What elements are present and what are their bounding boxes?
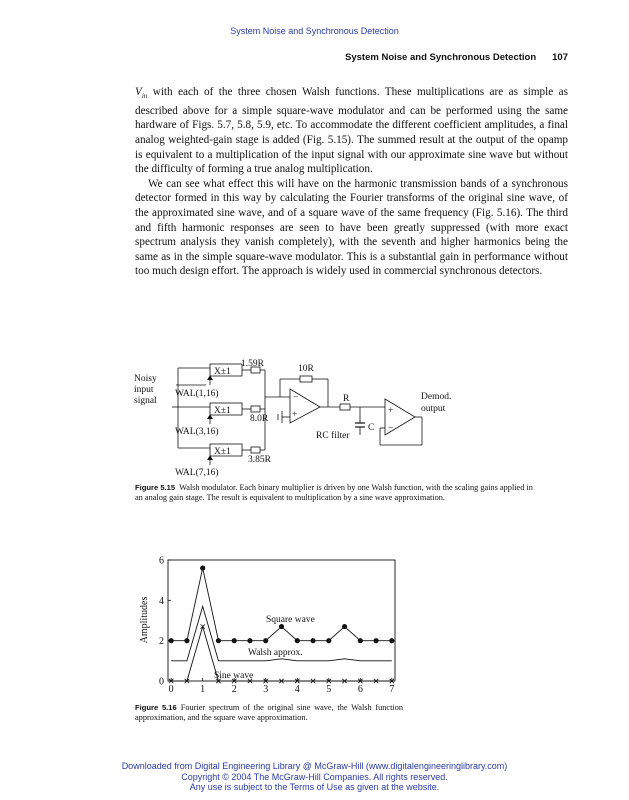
multiplier-label-1: X±1 xyxy=(214,367,231,377)
footer-line-1: Downloaded from Digital Engineering Library @ McGraw-Hill (www.digitalengineeringlibrary.com) xyxy=(121,761,508,771)
feedback-label: 10R xyxy=(298,364,314,374)
paragraph-2: We can see what effect this will have on the harmonic transmission bands of a synchronous detector formed in this way by calculating the Fourier transforms of the original sine wave, of the approximated sine wave, and of a square wave of the same frequency (Fig. 5.16). The third and fifth harmonic responses are seen to have been greatly suppressed (with more exact spectrum analysis they vanish completely), with the seventh and higher harmonics being the same as in the simple square-wave modulator. This is a substantial gain in performance without too much design effort. The approach is widely used in commercial synchronous detectors. xyxy=(135,177,568,278)
output-label-line-1: Demod. xyxy=(421,392,452,402)
fourier-spectrum-chart xyxy=(130,553,410,698)
y-tick-label: 4 xyxy=(159,595,164,607)
x-tick-label: 2 xyxy=(231,684,237,695)
figure-5-16-caption xyxy=(135,703,403,724)
figure-5-16-label: Figure 5.16 xyxy=(135,703,177,712)
buffer-plus-sign: + xyxy=(388,406,394,416)
annotation-sine-wave: Sine wave xyxy=(214,671,254,681)
opamp-minus-sign: − xyxy=(293,393,299,403)
resistor-3-85r xyxy=(251,447,260,453)
resistor-label-3-85r: 3.85R xyxy=(248,455,271,465)
figure-5-15-caption-text: Walsh modulator. Each binary multiplier is driven by one Walsh function, with the scaling gains applied in an analog gain stage. The result is equivalent to multiplication by a sine wave approximation. xyxy=(135,483,533,503)
paragraph-1: $V_{in}$ with each of the three chosen Walsh functions. These multiplications are as simple as described above for a simple square-wave modulator and can be performed using the same hardware of Figs. 5.7, 5.8, 5.9, etc. To accommodate the different coefficient amplitudes, a final analog weighted-gain stage is added (Fig. 5.15). The summed result at the output of the opamp is equivalent to a multiplication of the input signal with our approximate sine wave but without the difficulty of forming a true analog multiplication. xyxy=(135,86,568,176)
annotation-walsh-approx: Walsh approx. xyxy=(248,648,303,658)
feedback-resistor xyxy=(300,376,312,382)
square-wave-point xyxy=(358,638,363,643)
body-text xyxy=(135,85,568,279)
opamp-plus-sign: + xyxy=(292,410,298,420)
rc-filter-label: RC filter xyxy=(316,431,350,441)
figure-5-15-label: Figure 5.15 xyxy=(135,483,176,492)
square-wave-point xyxy=(184,638,189,643)
square-wave-point xyxy=(389,638,394,643)
y-tick-label: 6 xyxy=(159,555,164,567)
input-label-line-3: signal xyxy=(134,396,157,406)
x-tick-label: 1 xyxy=(200,684,206,695)
y-tick-label: 2 xyxy=(159,636,164,648)
footer xyxy=(0,761,629,793)
figure-5-15-caption xyxy=(135,483,535,504)
output-label-line-2: output xyxy=(421,404,446,414)
square-wave-point xyxy=(326,638,331,643)
square-wave-point xyxy=(373,638,378,643)
top-banner: System Noise and Synchronous Detection xyxy=(230,26,399,36)
buffer-minus-sign: − xyxy=(388,424,394,434)
square-wave-point xyxy=(200,565,205,570)
walsh-modulator-diagram xyxy=(130,355,460,480)
filter-resistor xyxy=(340,404,350,410)
walsh-label-3: WAL(3,16) xyxy=(175,427,219,437)
multiplier-label-7: X±1 xyxy=(214,447,231,457)
vin-symbol: $V_{in}$ xyxy=(135,86,148,101)
running-head xyxy=(135,52,568,63)
resistor-8r xyxy=(251,406,260,412)
square-wave-point xyxy=(232,638,237,643)
resistor-label-1-59r: 1.59R xyxy=(241,359,264,369)
series-line-0 xyxy=(171,568,392,641)
filter-r-label: R xyxy=(343,394,350,404)
walsh-label-1: WAL(1,16) xyxy=(175,389,219,399)
multiplier-label-3: X±1 xyxy=(214,406,231,416)
running-head-title: System Noise and Synchronous Detection xyxy=(345,52,537,63)
footer-line-2: Copyright © 2004 The McGraw-Hill Companies. All rights reserved. xyxy=(181,771,448,782)
page-number: 107 xyxy=(552,52,568,63)
input-label-line-1: Noisy xyxy=(134,374,157,384)
square-wave-point xyxy=(342,624,347,629)
x-tick-label: 6 xyxy=(357,684,363,695)
walsh-label-7: WAL(7,16) xyxy=(175,468,219,478)
square-wave-point xyxy=(263,638,268,643)
y-axis-label: Amplitudes xyxy=(139,596,150,644)
input-label-line-2: input xyxy=(134,385,154,395)
footer-line-3: Any use is subject to the Terms of Use as given at the website. xyxy=(189,782,440,793)
filter-c-label: C xyxy=(368,423,375,433)
x-tick-label: 3 xyxy=(263,684,269,695)
x-tick-label: 0 xyxy=(168,684,174,695)
x-tick-label: 4 xyxy=(294,684,300,695)
x-tick-label: 7 xyxy=(389,684,395,695)
annotation-square-wave: Square wave xyxy=(266,615,315,625)
square-wave-point xyxy=(310,638,315,643)
y-tick-label: 0 xyxy=(159,676,164,688)
figure-5-16-caption-text: Fourier spectrum of the original sine wave, the Walsh function approximation, and the square wave approximation. xyxy=(135,703,404,723)
square-wave-point xyxy=(247,638,252,643)
square-wave-point xyxy=(295,638,300,643)
resistor-label-8r: 8.0R xyxy=(250,414,269,424)
x-tick-label: 5 xyxy=(326,684,332,695)
square-wave-point xyxy=(216,638,221,643)
